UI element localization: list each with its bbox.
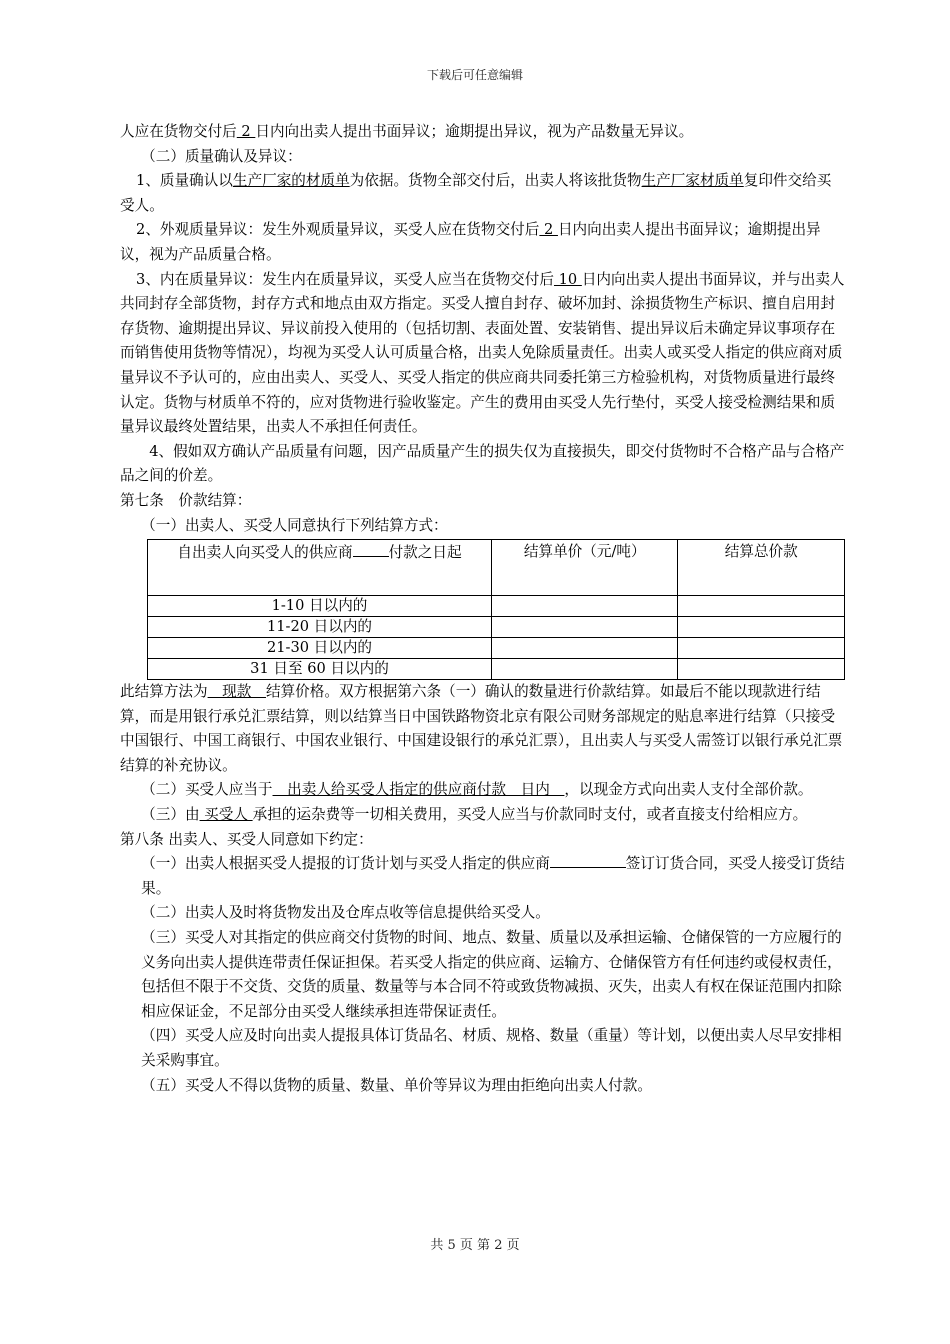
text: 日内向出卖人提出书面异议，并与出卖人共同封存全部货物，封存方式和地点由双方指定。买受人擅自封存、破坏加封、涂损货物生产标识、擅自启用封存货物、逾期提出异议、异议前投入使用的（包括切割、表面处置、安装销售、提出异议后未确定异议事项存在而销售使用货物等情况），均视为买受人认可质量合格，出卖人免除质量责任。出卖人或买受人指定的供应商对质量异议不予认可的，应由出卖人、买受人、买受人指定的供应商共同委托第三方检验机构，对货物质量进行最终认定。货物与材质单不符的，应对货物进行验收鉴定。产生的费用由买受人先行垫付，买受人接受检测结果和质量异议最终处置结果，出卖人不承担任何责任。 <box>120 270 845 436</box>
table-cell <box>678 659 845 680</box>
article-7-item-2 <box>120 778 845 803</box>
table-cell: 31 日至 60 日以内的 <box>148 659 492 680</box>
text: 人应在货物交付后 <box>120 123 237 140</box>
article-7-item-1: （一）出卖人、买受人同意执行下列结算方式： <box>141 516 448 534</box>
text: （二）买受人应当于 <box>141 781 273 799</box>
article-7-title: 第七条 价款结算： <box>120 491 252 509</box>
table-row <box>148 659 845 680</box>
underlined-days: 2 <box>539 221 558 239</box>
text: 结算价格。双方根据第六条（一）确认的数量进行价款结算。如最后不能以现款进行结算，而是用银行承兑汇票结算，则以结算当日中国铁路物资北京有限公司财务部规定的贴息率进行结算（只接受中国银行、中国工商银行、中国农业银行、中国建设银行的承兑汇票），且出卖人与买受人需签订以银行承兑汇票结算的补充协议。 <box>120 683 843 774</box>
text: 1、质量确认以 <box>136 172 233 190</box>
text: ，以现金方式向出卖人支付全部价款。 <box>564 781 813 799</box>
paragraph-quality-4: 4、假如双方确认产品质量有问题，因产品质量产生的损失仅为直接损失，即交付货物时不合格产品与合格产品之间的价差。 <box>120 442 845 485</box>
underlined-text: 出卖人给买受人指定的供应商付款 日内 <box>272 781 565 799</box>
table-cell: 1-10 日以内的 <box>148 596 492 617</box>
underlined-text: 买受人 <box>199 806 253 824</box>
table-cell <box>678 596 845 617</box>
text: 付款之日起 <box>388 544 462 562</box>
table-cell <box>491 596 678 617</box>
article-8-title: 第八条 出卖人、买受人同意如下约定： <box>120 830 373 848</box>
table-cell <box>491 617 678 638</box>
page-footer: 共 5 页 第 2 页 <box>430 1238 520 1253</box>
page-header: 下载后可任意编辑 <box>426 68 523 82</box>
table-row <box>148 638 845 659</box>
text: 3、内在质量异议：发生内在质量异议，买受人应当在货物交付后 <box>136 270 554 288</box>
table-header-row <box>148 540 845 596</box>
text: （三）由 <box>141 806 200 824</box>
table-cell: 21-30 日以内的 <box>148 638 492 659</box>
settlement-table <box>147 539 845 680</box>
text: 自出卖人向买受人的供应商 <box>177 544 353 562</box>
underlined-text: 生产厂家的材质单 <box>232 172 350 190</box>
table-header-cell <box>148 540 492 596</box>
article-8-item-3: （三）买受人对其指定的供应商交付货物的时间、地点、数量、质量以及承担运输、仓储保管的一方应履行的义务向出卖人提供连带责任保证担保。若买受人指定的供应商、运输方、仓储保管方有任何违约或侵权责任，包括但不限于不交货、交货的质量、数量等与本合同不符或致货物减损、灭失，出卖人有权在保证范围内扣除相应保证金，不足部分由买受人继续承担连带保证责任。 <box>141 929 842 1020</box>
article-8-item-2: （二）出卖人及时将货物发出及仓库点收等信息提供给买受人。 <box>141 904 550 922</box>
table-cell <box>491 659 678 680</box>
underlined-days: 10 <box>553 270 582 288</box>
section-quality-title: （二）质量确认及异议： <box>141 147 302 165</box>
text: 日内向出卖人提出书面异议；逾期提出异议，视为产品质量合格。 <box>120 221 821 263</box>
paragraph-settlement-method <box>120 680 845 778</box>
table-cell <box>491 638 678 659</box>
underlined-days: 2 <box>236 123 256 140</box>
paragraph-quality-1 <box>120 169 845 218</box>
text: 2、外观质量异议：发生外观质量异议，买受人应在货物交付后 <box>136 221 540 239</box>
text: 签订订货合同，买受人接受订货结果。 <box>141 855 845 897</box>
text: 日内向出卖人提出书面异议；逾期提出异议，视为产品数量无异议。 <box>255 123 694 140</box>
table-header-cell: 结算总价款 <box>678 540 845 596</box>
table-row <box>148 596 845 617</box>
table-row <box>148 617 845 638</box>
table-header-cell: 结算单价（元/吨） <box>491 540 678 596</box>
article-8-item-4: （四）买受人应及时向出卖人提报具体订货品名、材质、规格、数量（重量）等计划，以便出卖人尽早安排相关采购事宜。 <box>141 1027 842 1069</box>
blank-line <box>550 853 626 868</box>
article-8-item-5: （五）买受人不得以货物的质量、数量、单价等异议为理由拒绝向出卖人付款。 <box>141 1076 652 1094</box>
table-cell <box>678 617 845 638</box>
text: 此结算方法为 <box>120 683 208 701</box>
table-cell <box>678 638 845 659</box>
text: 承担的运杂费等一切相关费用，买受人应当与价款同时支付，或者直接支付给相应方。 <box>252 806 808 824</box>
underlined-text: 生产厂家材质单 <box>641 172 744 190</box>
text: 为依据。货物全部交付后，出卖人将该批货物 <box>349 172 642 190</box>
paragraph-quality-3 <box>120 268 845 440</box>
table-cell: 11-20 日以内的 <box>148 617 492 638</box>
text: （一）出卖人根据买受人提报的订货计划与买受人指定的供应商 <box>141 855 550 873</box>
article-8-item-1 <box>120 852 845 901</box>
paragraph-quality-2 <box>120 218 845 267</box>
blank-line <box>353 542 389 557</box>
underlined-text: 现款 <box>207 683 266 701</box>
paragraph-quantity-objection <box>120 120 845 145</box>
text: 复印件交给买受人。 <box>120 172 832 214</box>
document-body <box>120 120 845 1098</box>
article-7-item-3 <box>120 803 845 828</box>
